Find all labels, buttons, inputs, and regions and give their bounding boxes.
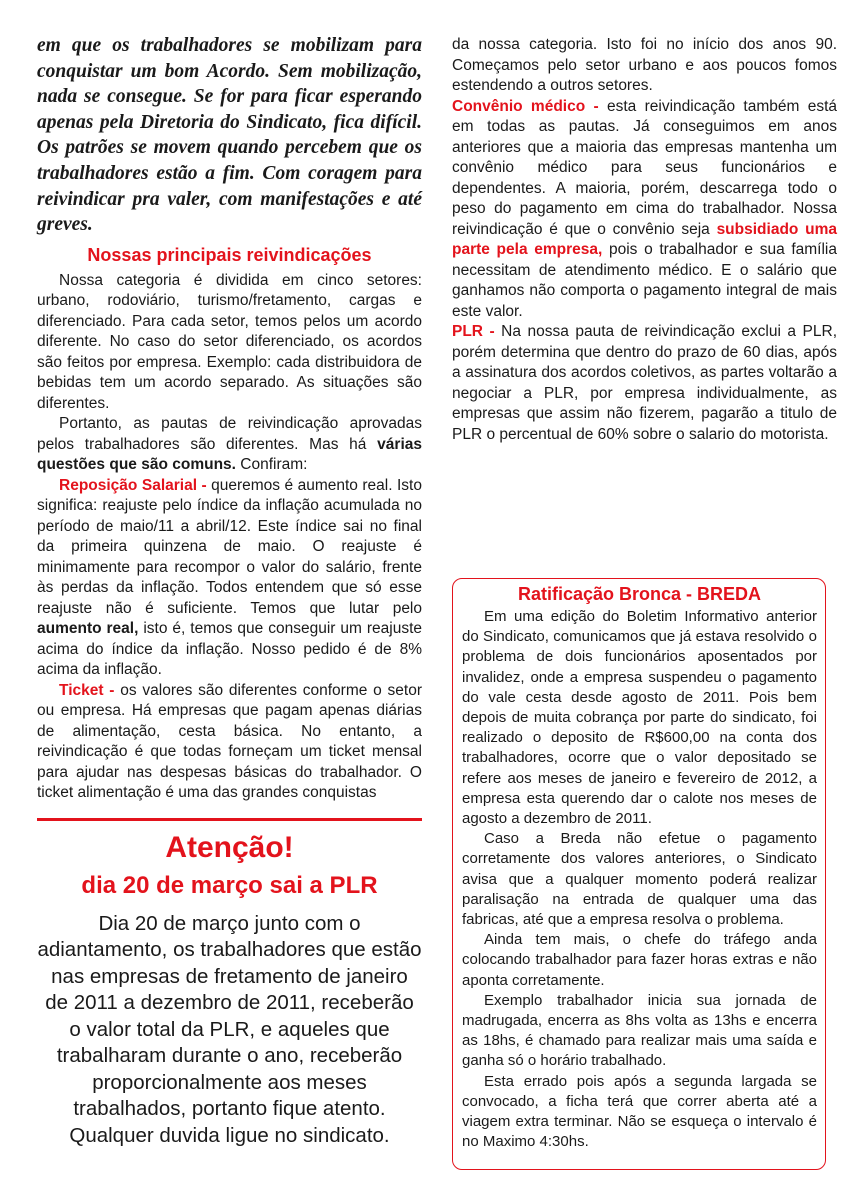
reposicao-label: Reposição Salarial - bbox=[59, 476, 207, 494]
paragraph-pautas bbox=[37, 414, 422, 476]
ticket-text: os valores são diferentes conforme o setor ou empresa. Há empresas que pagam apenas diárias de alimentação, cesta básica. No entanto, a reivindicação é que todas forneçam um ticket mensal para ajudar nas despesas básicas do trabalhador. O ticket alimentação é uma das grandes conquistas bbox=[37, 681, 422, 802]
pautas-end: Confiram: bbox=[235, 456, 308, 474]
right-body bbox=[452, 35, 837, 445]
plr-text: Na nossa pauta de reivindicação exclui a PLR, porém determina que dentro do prazo de 60 dias, após a assinatura dos acordos coletivos, as partes voltarão a negociar a PLR, por empresa individualmente, as empresas que assim não fizerem, pagarão a titulo de PLR o percentual de 60% sobre o salario do motorista. bbox=[452, 323, 838, 443]
breda-title: Ratificação Bronca - BREDA bbox=[517, 584, 762, 604]
attention-subtitle: dia 20 de março sai a PLR bbox=[81, 871, 378, 899]
right-column bbox=[452, 0, 837, 445]
paragraph-continued: da nossa categoria. Isto foi no início dos anos 90. Começamos pelo setor urbano e aos poucos fomos estendendo a outros setores. bbox=[452, 36, 837, 94]
attention-body: Dia 20 de março junto com o adiantamento, os trabalhadores que estão nas empresas de fretamento de janeiro de 2011 a dezembro de 2011, receberão o valor total da PLR, e aqueles que trabalharam durante o ano, receberão proporcionalmente aos meses trabalhados, portanto fique atento. Qualquer duvida ligue no sindicato. bbox=[37, 911, 422, 1147]
paragraph-ticket bbox=[37, 681, 422, 804]
breda-box bbox=[452, 578, 826, 1170]
pautas-bold: várias questões que são comuns. bbox=[37, 435, 422, 474]
intro-paragraph: em que os trabalhadores se mobilizam para conquistar um bom Acordo. Sem mobilização, nada se consegue. Se for para ficar esperando apenas pela Diretoria do Sindicato, fica difícil. Os patrões se movem quando percebem que os trabalhadores estão a fim. Com coragem para reivindicar pra valer, com manifestações e até greves. bbox=[37, 35, 422, 236]
left-column bbox=[37, 0, 422, 1149]
convenio-end: pois o trabalhador e sua família necessitam de atendimento médico. E o salário que ganhamos não comporta o pagamento integral de mais este valor. bbox=[452, 241, 837, 320]
breda-paragraph-1: Em uma edição do Boletim Informativo anterior do Sindicato, comunicamos que já estava resolvido o problema de dois funcionários aposentados por invalidez, onde a empresa suspendeu o pagamento do vale cesta desde agosto de 2011. Pois bem depois de muita cobrança por parte do sindicato, foi realizado o deposito de R$600,00 na conta dos trabalhadores, ocorre que o valor depositado se refere aos meses de janeiro e fevereiro de 2012, a empresa esta querendo dar o calote nos meses de agosto a dezembro de 2011. bbox=[462, 608, 817, 828]
plr-label: PLR - bbox=[452, 323, 495, 340]
pautas-text: Portanto, as pautas de reivindicação aprovadas pelos trabalhadores são diferentes. Mas há bbox=[37, 415, 422, 453]
paragraph-reposicao bbox=[37, 476, 422, 681]
section-title: Nossas principais reivindicações bbox=[87, 244, 372, 265]
ticket-label: Ticket - bbox=[59, 681, 115, 699]
breda-paragraph-2: Caso a Breda não efetue o pagamento corretamente dos valores anteriores, o Sindicato avisa que a qualquer momento poderá realizar paralisação na entrada de qualquer uma das fabricas, até que a empresa resolva o problema. bbox=[462, 830, 817, 929]
paragraph-plr bbox=[452, 322, 837, 445]
breda-paragraph-5: Esta errado pois após a segunda largada se convocado, a ficha terá que correr aberta até a viagem extra terminar. Não se esqueça o intervalo é no Maximo 4:30hs. bbox=[462, 1072, 817, 1151]
reposicao-end: isto é, temos que conseguir um reajuste acima do índice da inflação. Nosso pedido é de 8% acima da inflação. bbox=[37, 620, 422, 679]
left-body bbox=[37, 271, 422, 804]
convenio-highlight: subsidiado uma parte pela empresa, bbox=[452, 220, 837, 258]
attention-title: Atenção! bbox=[165, 830, 294, 864]
reposicao-bold: aumento real, bbox=[37, 620, 139, 638]
red-divider bbox=[37, 818, 422, 821]
paragraph-convenio bbox=[452, 97, 837, 323]
breda-paragraph-4: Exemplo trabalhador inicia sua jornada de madrugada, encerra as 8hs volta as 13hs e encerra as 18hs, é chamado para realizar mais uma saída e ganha só o horário trabalhado. bbox=[462, 991, 817, 1070]
reposicao-text: queremos é aumento real. Isto significa: reajuste pelo índice da inflação acumulada no período de maio/11 a abril/12. Este índice sai no final da primeira quinzena de maio. O reajuste é minimamente para recompor o valor do salário, frente às perdas da inflação. Todos entendem que só esse reajuste não é suficiente. Temos que lutar pelo bbox=[37, 476, 422, 617]
paragraph-sectors: Nossa categoria é dividida em cinco setores: urbano, rodoviário, turismo/fretamento, cargas e diferenciado. Para cada setor, temos pelos um acordo diferente. No caso do setor diferenciado, os acordos são feitos por empresa. Exemplo: cada distribuidora de bebidas tem um acordo separado. As situações são diferentes. bbox=[37, 271, 422, 412]
convenio-label: Convênio médico - bbox=[452, 97, 599, 115]
breda-paragraph-3: Ainda tem mais, o chefe do tráfego anda colocando trabalhador para fazer horas extras e não aponta corretamente. bbox=[462, 931, 817, 989]
convenio-text: esta reivindicação também está em todas as pautas. Já conseguimos em anos anteriores que a maioria das empresas mantenha um convênio médico para seus funcionários e dependentes. A maioria, porém, descarrega todo o peso do pagamento em cima do trabalhador. Nossa reivindicação é que o convênio seja bbox=[452, 97, 838, 238]
